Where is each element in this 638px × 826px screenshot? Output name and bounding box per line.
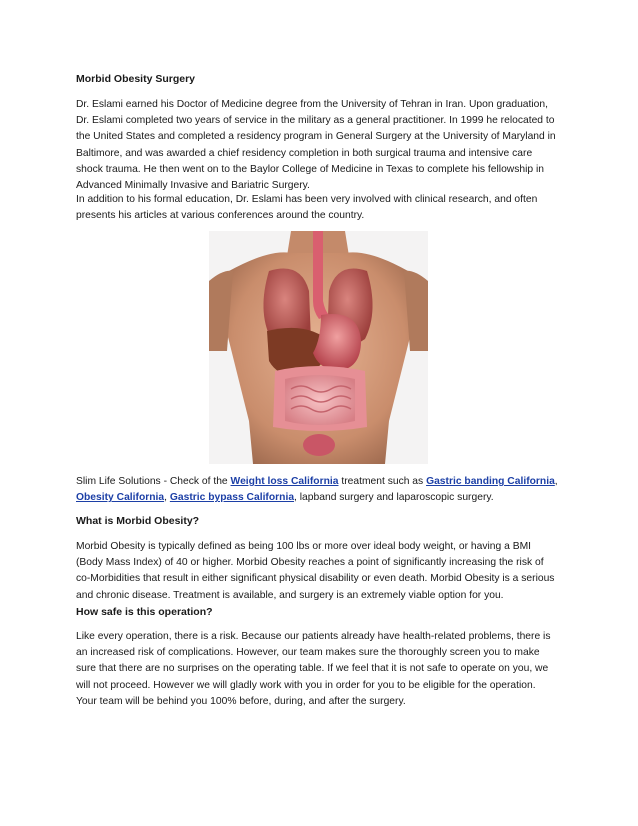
- text-line: Baltimore, and was awarded a chief residency completion in both surgical trauma and intensive care: [76, 147, 533, 159]
- promo-comma: ,: [164, 492, 170, 504]
- gastric-banding-link[interactable]: Gastric banding California: [426, 476, 555, 487]
- text-line: co-Morbidities that result in either significant physical disability or even death. Morbid Obesity is a serious: [76, 573, 555, 585]
- text-line: Like every operation, there is a risk. Because our patients already have health-related problems, there is: [76, 631, 551, 642]
- what-heading: What is Morbid Obesity?: [76, 515, 200, 527]
- text-line: an increased risk of complications. However, our team makes sure the thoroughly screen you to make: [76, 647, 540, 659]
- text-line: Dr. Eslami earned his Doctor of Medicine degree from the University of Tehran in Iran. Upon graduation,: [76, 99, 548, 110]
- gastric-bypass-link[interactable]: Gastric bypass California: [169, 492, 295, 504]
- text-line: Advanced Minimally Invasive and Bariatric Surgery.: [76, 180, 310, 192]
- what-paragraph: [76, 539, 566, 604]
- anatomy-illustration: [209, 231, 428, 464]
- text-line: presents his articles at various conferences around the country.: [76, 210, 365, 222]
- promo-paragraph: [76, 474, 566, 506]
- text-line: Morbid Obesity is typically defined as being 100 lbs or more over ideal body weight, or having a BMI: [76, 541, 532, 552]
- bio-paragraph: [76, 97, 566, 194]
- promo-mid: treatment such as: [338, 476, 427, 487]
- promo-line-2: [76, 490, 566, 506]
- text-line: (Body Mass Index) of 40 or higher. Morbid Obesity reaches a point of significantly increasing the risk of: [76, 557, 544, 569]
- promo-suffix: , lapband surgery and laparoscopic surgery.: [294, 492, 494, 504]
- obesity-link[interactable]: Obesity California: [76, 492, 165, 504]
- text-line: shock trauma. He then went on to the Baylor College of Medicine in Texas to complete his fellowship in: [76, 163, 544, 175]
- safe-heading: How safe is this operation?: [76, 606, 213, 618]
- promo-comma: ,: [554, 476, 558, 487]
- promo-line-1: [76, 474, 566, 490]
- research-paragraph: [76, 192, 566, 224]
- promo-prefix: Slim Life Solutions - Check of the: [76, 476, 231, 487]
- safe-paragraph: [76, 629, 566, 710]
- text-line: Dr. Eslami completed two years of service in the military as a general practitioner. In 1999 he relocated to: [76, 115, 555, 127]
- weight-loss-link[interactable]: Weight loss California: [230, 476, 339, 487]
- text-line: sure that there are no surprises on the operating table. If we feel that it is not safe to operate on you, we: [76, 663, 549, 675]
- text-line: In addition to his formal education, Dr. Eslami has been very involved with clinical research, and often: [76, 194, 538, 205]
- text-line: and chronic disease. Treatment is available, and surgery is an extremely viable option for you.: [76, 589, 504, 601]
- text-line: will not proceed. However we will gladly work with you in order for you to be eligible for the operation.: [76, 679, 536, 691]
- page-title: Morbid Obesity Surgery: [76, 73, 196, 85]
- text-line: the United States and completed a residency program in General Surgery at the University of Maryland in: [76, 131, 556, 143]
- text-line: Your team will be behind you 100% before, during, and after the surgery.: [76, 695, 406, 707]
